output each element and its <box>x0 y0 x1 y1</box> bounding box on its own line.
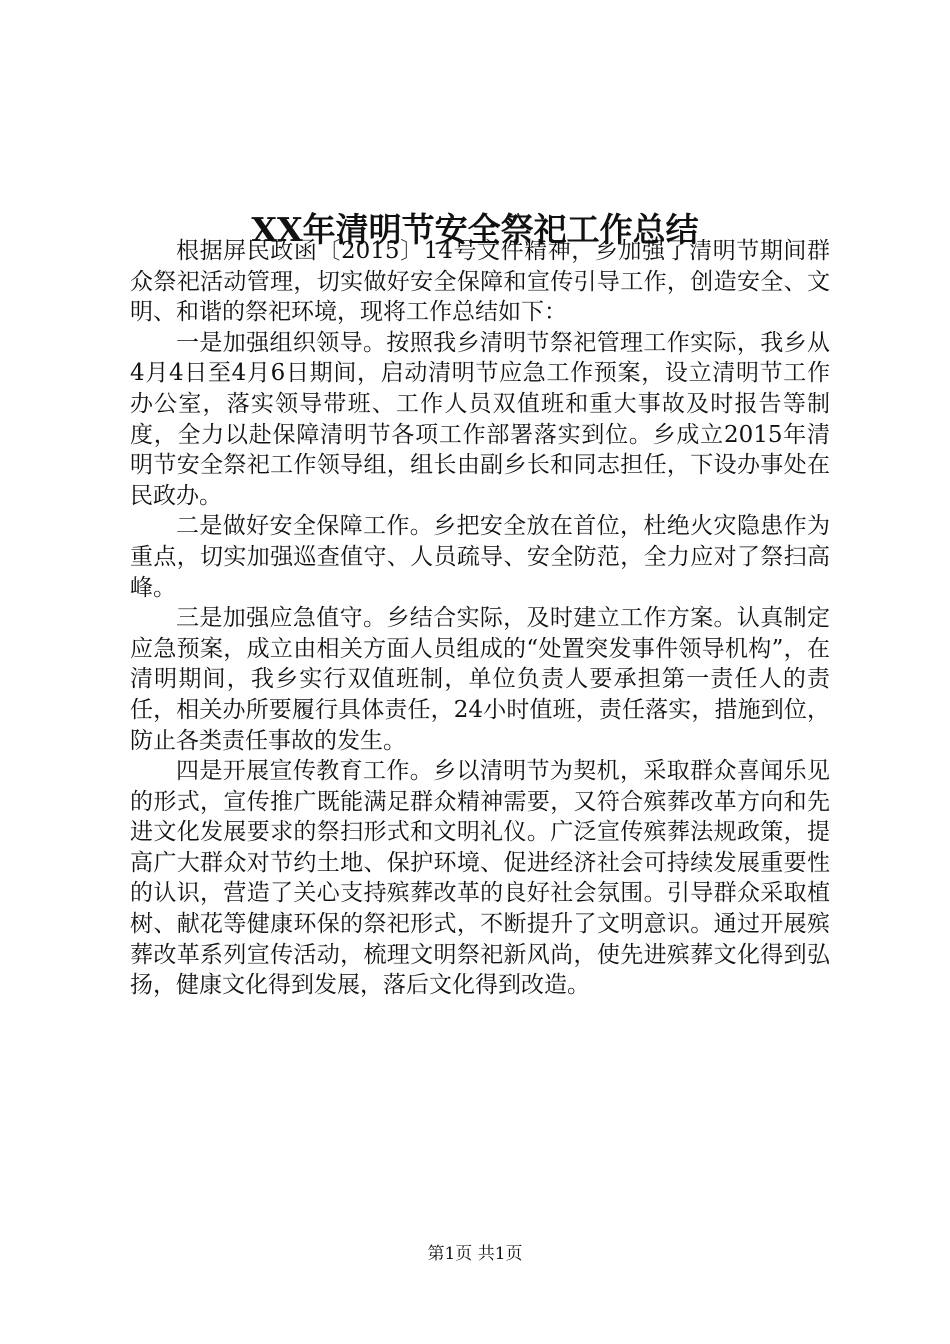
page-number-footer: 第1页 共1页 <box>427 1244 523 1264</box>
paragraph-safety: 二是做好安全保障工作。乡把安全放在首位，杜绝火灾隐患作为重点，切实加强巡查值守、人员疏导、安全防范，全力应对了祭扫高峰。 <box>130 513 830 601</box>
paragraph-emergency: 三是加强应急值守。乡结合实际，及时建立工作方案。认真制定应急预案，成立由相关方面人员组成的“处置突发事件领导机构”，在清明期间，我乡实行双值班制，单位负责人要承担第一责任人的责任，相关办所要履行具体责任，24小时值班，责任落实，措施到位，防止各类责任事故的发生。 <box>130 605 830 754</box>
document-body <box>130 236 830 1001</box>
paragraph-organization: 一是加强组织领导。按照我乡清明节祭祀管理工作实际，我乡从4月4日至4月6日期间，启动清明节应急工作预案，设立清明节工作办公室，落实领导带班、工作人员双值班和重大事故及时报告等制度，全力以赴保障清明节各项工作部署落实到位。乡成立2015年清明节安全祭祀工作领导组，组长由副乡长和同志担任，下设办事处在民政办。 <box>130 329 830 509</box>
paragraph-publicity: 四是开展宣传教育工作。乡以清明节为契机，采取群众喜闻乐见的形式，宣传推广既能满足群众精神需要，又符合殡葬改革方向和先进文化发展要求的祭扫形式和文明礼仪。广泛宣传殡葬法规政策，提高广大群众对节约土地、保护环境、促进经济社会可持续发展重要性的认识，营造了关心支持殡葬改革的良好社会氛围。引导群众采取植树、献花等健康环保的祭祀形式，不断提升了文明意识。通过开展殡葬改革系列宣传活动，梳理文明祭祀新风尚，使先进殡葬文化得到弘扬，健康文化得到发展，落后文化得到改造。 <box>130 758 830 999</box>
paragraph-intro: 根据屏民政函〔2015〕14号文件精神，乡加强了清明节期间群众祭祀活动管理，切实做好安全保障和宣传引导工作，创造安全、文明、和谐的祭祀环境，现将工作总结如下： <box>130 238 830 326</box>
document-title: XX年清明节安全祭祀工作总结 <box>251 210 699 250</box>
